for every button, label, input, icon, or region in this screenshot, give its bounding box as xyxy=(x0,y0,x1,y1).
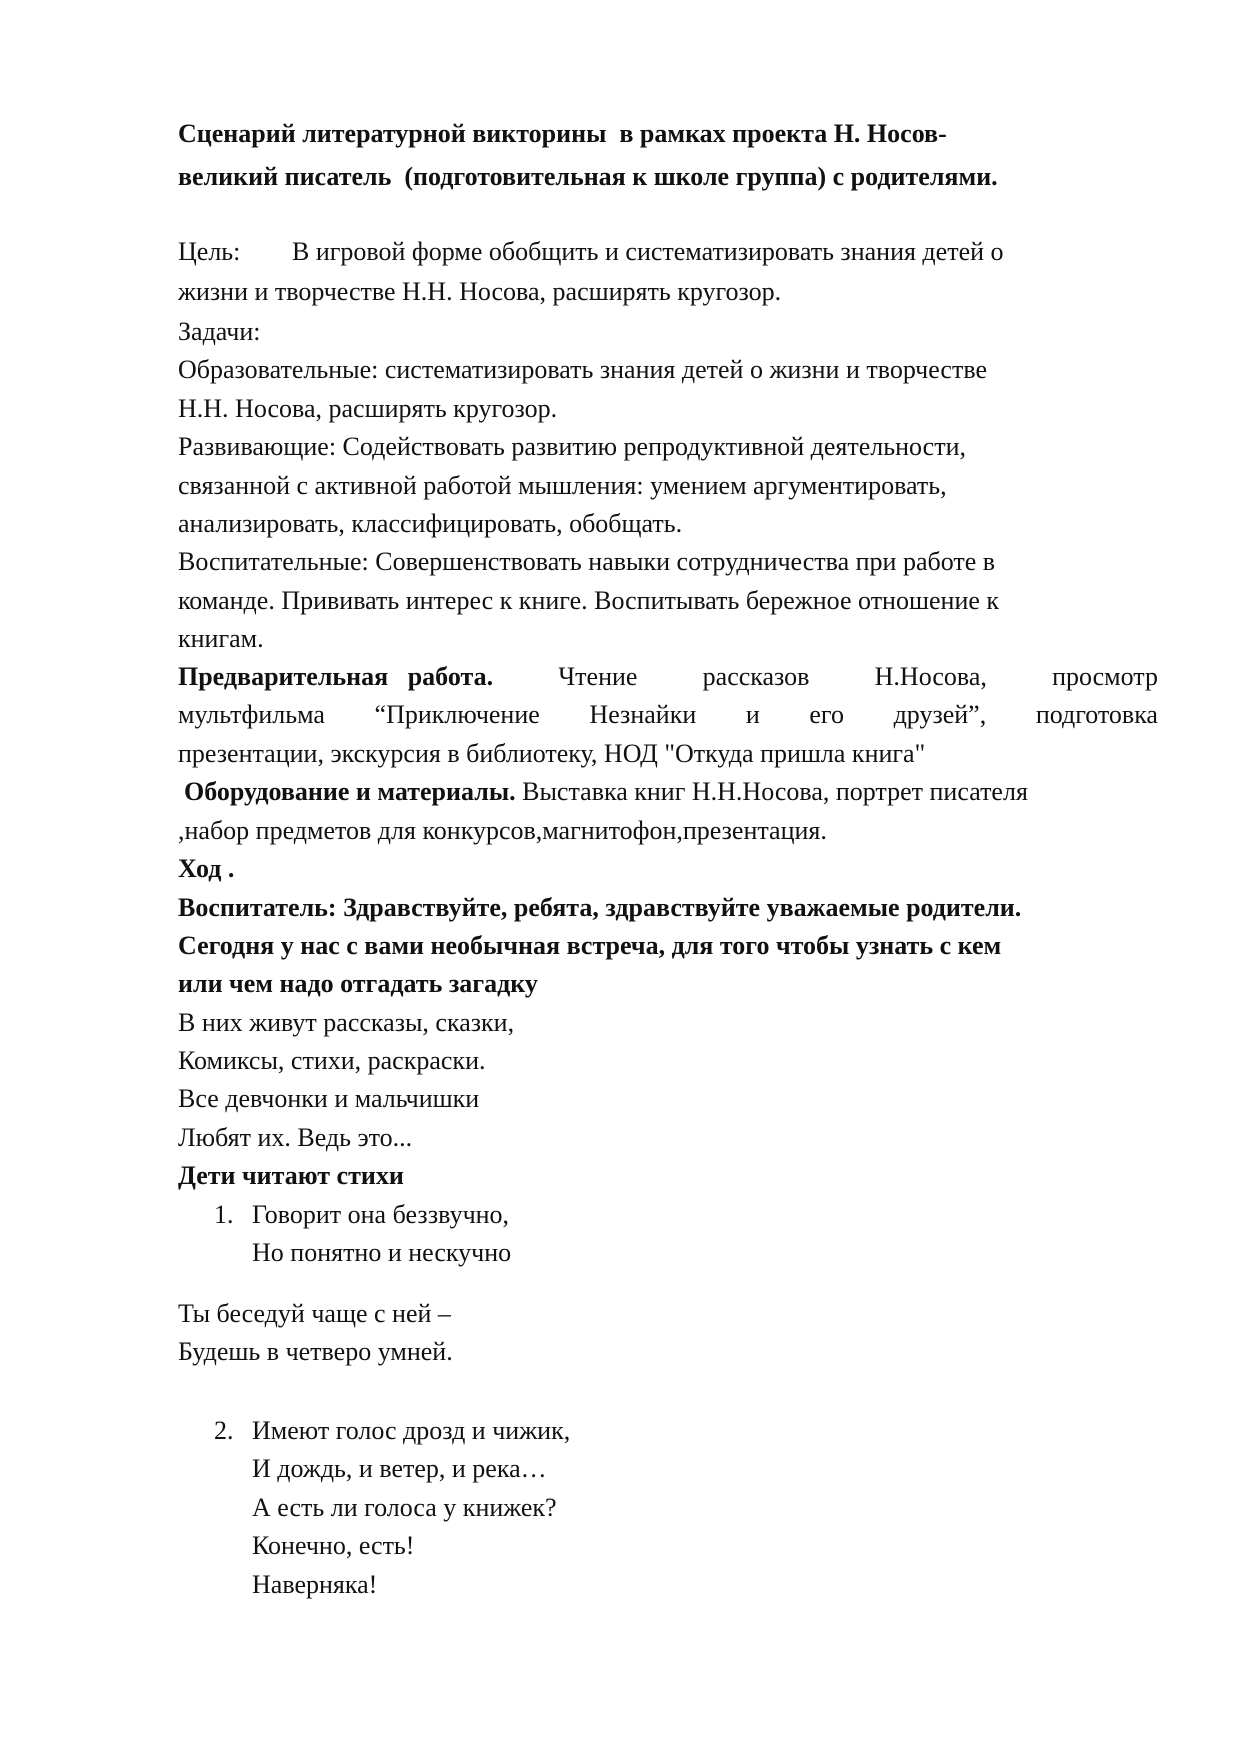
prep-word: Чтение xyxy=(558,662,638,691)
prep-line-3: презентации, экскурсия в библиотеку, НОД "Откуда пришла книга" xyxy=(178,739,926,768)
poem-line: Имеют голос дрозд и чижик, xyxy=(252,1416,571,1445)
goal-text-line-2: жизни и творчестве Н.Н. Носова, расширять кругозор. xyxy=(178,277,782,306)
tasks-line: анализировать, классифицировать, обобщать. xyxy=(178,509,683,538)
poem-number: 1. xyxy=(214,1200,234,1229)
prep-word: Н.Носова, xyxy=(874,662,987,691)
tasks-line: Воспитательные: Совершенствовать навыки сотрудничества при работе в xyxy=(178,547,996,576)
riddle-line: В них живут рассказы, сказки, xyxy=(178,1008,515,1037)
tasks-heading: Задачи: xyxy=(178,317,261,346)
prep-line-1 xyxy=(178,660,1158,694)
prep-word: и xyxy=(745,700,760,729)
prep-word: друзей”, xyxy=(893,700,987,729)
riddle-line: Комиксы, стихи, раскраски. xyxy=(178,1046,486,1075)
goal-text-line-1: В игровой форме обобщить и систематизировать знания детей о xyxy=(292,237,1004,266)
equipment-text: Выставка книг Н.Н.Носова, портрет писателя xyxy=(515,777,1028,806)
prep-line-2 xyxy=(178,698,1158,732)
tasks-line: книгам. xyxy=(178,624,264,653)
prep-word: мультфильма xyxy=(178,700,325,729)
teacher-line: или чем надо отгадать загадку xyxy=(178,969,538,998)
prep-word: Незнайки xyxy=(589,700,697,729)
poem-line: Конечно, есть! xyxy=(252,1531,415,1560)
poem-line: А есть ли голоса у книжек? xyxy=(252,1493,557,1522)
poem-line: Говорит она беззвучно, xyxy=(252,1200,510,1229)
equipment-label: Оборудование и материалы. xyxy=(184,777,516,806)
poems-heading: Дети читают стихи xyxy=(178,1161,404,1190)
tasks-line: Образовательные: систематизировать знания детей о жизни и творчестве xyxy=(178,355,987,384)
course-heading: Ход . xyxy=(178,854,235,883)
tasks-line: связанной с активной работой мышления: умением аргументировать, xyxy=(178,471,947,500)
tasks-line: Н.Н. Носова, расширять кругозор. xyxy=(178,394,558,423)
poem-number: 2. xyxy=(214,1416,234,1445)
goal-label: Цель: xyxy=(178,237,241,266)
prep-word: рассказов xyxy=(702,662,810,691)
poem-line: Наверняка! xyxy=(252,1570,378,1599)
prep-word: просмотр xyxy=(1052,662,1158,691)
tasks-line: команде. Прививать интерес к книге. Воспитывать бережное отношение к xyxy=(178,586,1000,615)
prep-word: подготовка xyxy=(1035,700,1158,729)
riddle-line: Все девчонки и мальчишки xyxy=(178,1084,480,1113)
riddle-line: Любят их. Ведь это... xyxy=(178,1123,413,1152)
poem-line: Но понятно и нескучно xyxy=(252,1238,512,1267)
teacher-line: Сегодня у нас с вами необычная встреча, для того чтобы узнать с кем xyxy=(178,931,1002,960)
title-line-2: великий писатель (подготовительная к школе группа) с родителями. xyxy=(178,162,998,191)
teacher-line: Воспитатель: Здравствуйте, ребята, здравствуйте уважаемые родители. xyxy=(178,893,1022,922)
interlude-line: Ты беседуй чаще с ней – xyxy=(178,1299,451,1328)
tasks-line: Развивающие: Содействовать развитию репродуктивной деятельности, xyxy=(178,432,966,461)
poem-line: И дождь, и ветер, и река… xyxy=(252,1454,547,1483)
prep-word: “Приключение xyxy=(374,700,540,729)
equipment-line-1 xyxy=(184,775,1028,809)
prep-label: Предварительная работа. xyxy=(178,662,494,691)
prep-word: его xyxy=(809,700,844,729)
equipment-line-2: ,набор предметов для конкурсов,магнитофон,презентация. xyxy=(178,816,827,845)
interlude-line: Будешь в четверо умней. xyxy=(178,1337,453,1366)
title-line-1: Сценарий литературной викторины в рамках проекта Н. Носов- xyxy=(178,119,947,148)
